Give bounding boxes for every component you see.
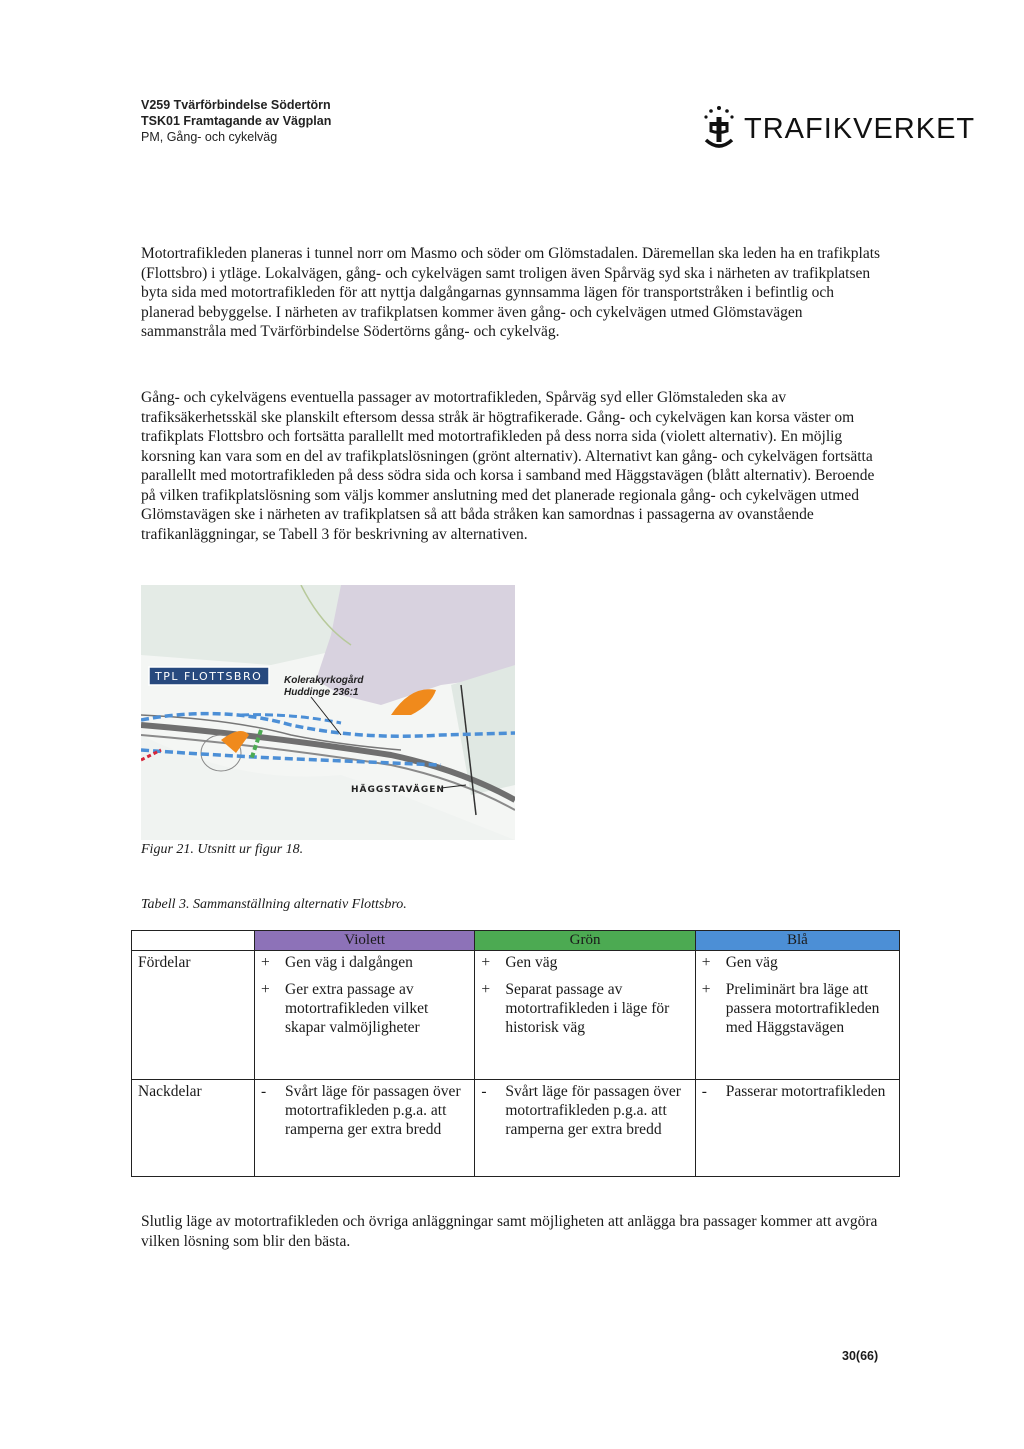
table-header-gron: Grön [475,931,695,951]
row-label-fordelar: Fördelar [132,951,255,1080]
plus-sign: + [481,954,491,971]
table-cell [255,1080,475,1177]
table-header-bla: Blå [695,931,899,951]
list-item [479,1082,690,1139]
table-header-violett: Violett [255,931,475,951]
map-label-fastighet: Huddinge 236:1 [284,687,359,698]
comparison-table [131,930,900,1177]
list-item [700,953,895,972]
item-text: Ger extra passage av motortrafikleden vilket skapar valmöjligheter [285,981,429,1036]
paragraph-1: Motortrafikleden planeras i tunnel norr om Masmo och söder om Glömstadalen. Däremellan ska leden ha en trafikplats (Flottsbro) i ytläge. Lokalvägen, gång- och cykelvägen samt troligen även Spårväg syd ska i närheten av trafikplatsen byta sida med motortrafikleden för att nyttja dalgångarnas gynnsamma lägen för transportstråken i befintlig och planerad bebyggelse. I närheten av trafikplatsen kommer även gång- och cykelvägen utmed Glömstavägen sammanstråla med Tvärförbindelse Södertörns gång- och cykelväg. [141,245,881,340]
plus-sign: + [481,981,491,998]
crown-emblem-icon [700,100,738,152]
plus-sign: + [701,981,711,998]
header-project: V259 Tvärförbindelse Södertörn [141,98,331,112]
plus-sign: + [701,954,711,971]
table-cell [695,951,899,1080]
item-text: Separat passage av motortrafikleden i läge för historisk väg [505,981,670,1036]
minus-sign: - [701,1083,707,1100]
item-text: Passerar motortrafikleden [725,1083,886,1100]
table-row [132,951,900,1080]
map-label-haggstavagen: HÄGGSTAVÄGEN [351,785,445,795]
item-text: Preliminärt bra läge att passera motortrafikleden med Häggstavägen [725,981,880,1036]
table-header-empty [132,931,255,951]
list-item [259,953,470,972]
page-number: 30(66) [842,1349,879,1363]
figure-caption: Figur 21. Utsnitt ur figur 18. [141,842,304,857]
table-row [132,1080,900,1177]
list-item [700,980,895,1037]
table-cell [695,1080,899,1177]
minus-sign: - [261,1083,267,1100]
header-task: TSK01 Framtagande av Vägplan [141,114,332,128]
paragraph-3: Slutlig läge av motortrafikleden och övriga anläggningar samt möjligheten att anlägga bra passager kommer att avgöra vilken lösning som blir den bästa. [141,1213,878,1250]
row-label-nackdelar: Nackdelar [132,1080,255,1177]
item-text: Gen väg [725,954,778,971]
paragraph-2: Gång- och cykelvägens eventuella passager av motortrafikleden, Spårväg syd eller Glömstaleden ska av trafiksäkerhetsskäl ske planskilt eftersom dessa stråk är högtrafikerade. Gång- och cykelvägen kan korsa väster om trafikplats Flottsbro och fortsätta parallellt med motortrafikleden på dess norra sida (violett alternativ). En möjlig korsning kan vara som en del av trafikplatslösningen (grönt alternativ). Alternativt kan gång- och cykelvägen fortsätta parallellt med motortrafikleden på dess södra sida och korsa i samband med Häggstavägen (blått alternativ). Beroende på vilken trafikplatslösning som väljs kommer anslutning med det planerade regionala gång- och cykelvägen utmed Glömstavägen ske i närheten av trafikplatsen så att båda stråken kan samordnas i passagerna av ovanstående trafikanläggningar, se Tabell 3 för beskrivning av alternativen. [141,389,875,543]
map-label-kyrkogard: Kolerakyrkogård [284,675,364,686]
item-text: Svårt läge för passagen över motortrafikleden p.g.a. att ramperna ger extra bredd [285,1083,461,1138]
table-caption: Tabell 3. Sammanställning alternativ Flottsbro. [141,897,407,912]
item-text: Gen väg i dalgången [285,954,413,971]
plus-sign: + [261,954,270,971]
list-item [700,1082,895,1101]
item-text: Gen väg [505,954,558,971]
table-cell [475,1080,695,1177]
header-doc-type: PM, Gång- och cykelväg [141,130,278,144]
trafikverket-logo [700,100,975,152]
list-item [479,980,690,1037]
document-header [141,97,331,145]
logo-wordmark: TRAFIKVERKET [744,112,976,145]
minus-sign: - [481,1083,487,1100]
map-figure [141,585,515,840]
table-header-row [132,931,900,951]
plus-sign: + [261,981,270,998]
list-item [479,953,690,972]
item-text: Svårt läge för passagen över motortrafikleden p.g.a. att ramperna ger extra bredd [505,1083,681,1138]
table-cell [475,951,695,1080]
list-item [259,1082,470,1139]
map-label-tpl-flottsbro: TPL FLOTTSBRO [155,670,263,683]
table-cell [255,951,475,1080]
list-item [259,980,470,1037]
